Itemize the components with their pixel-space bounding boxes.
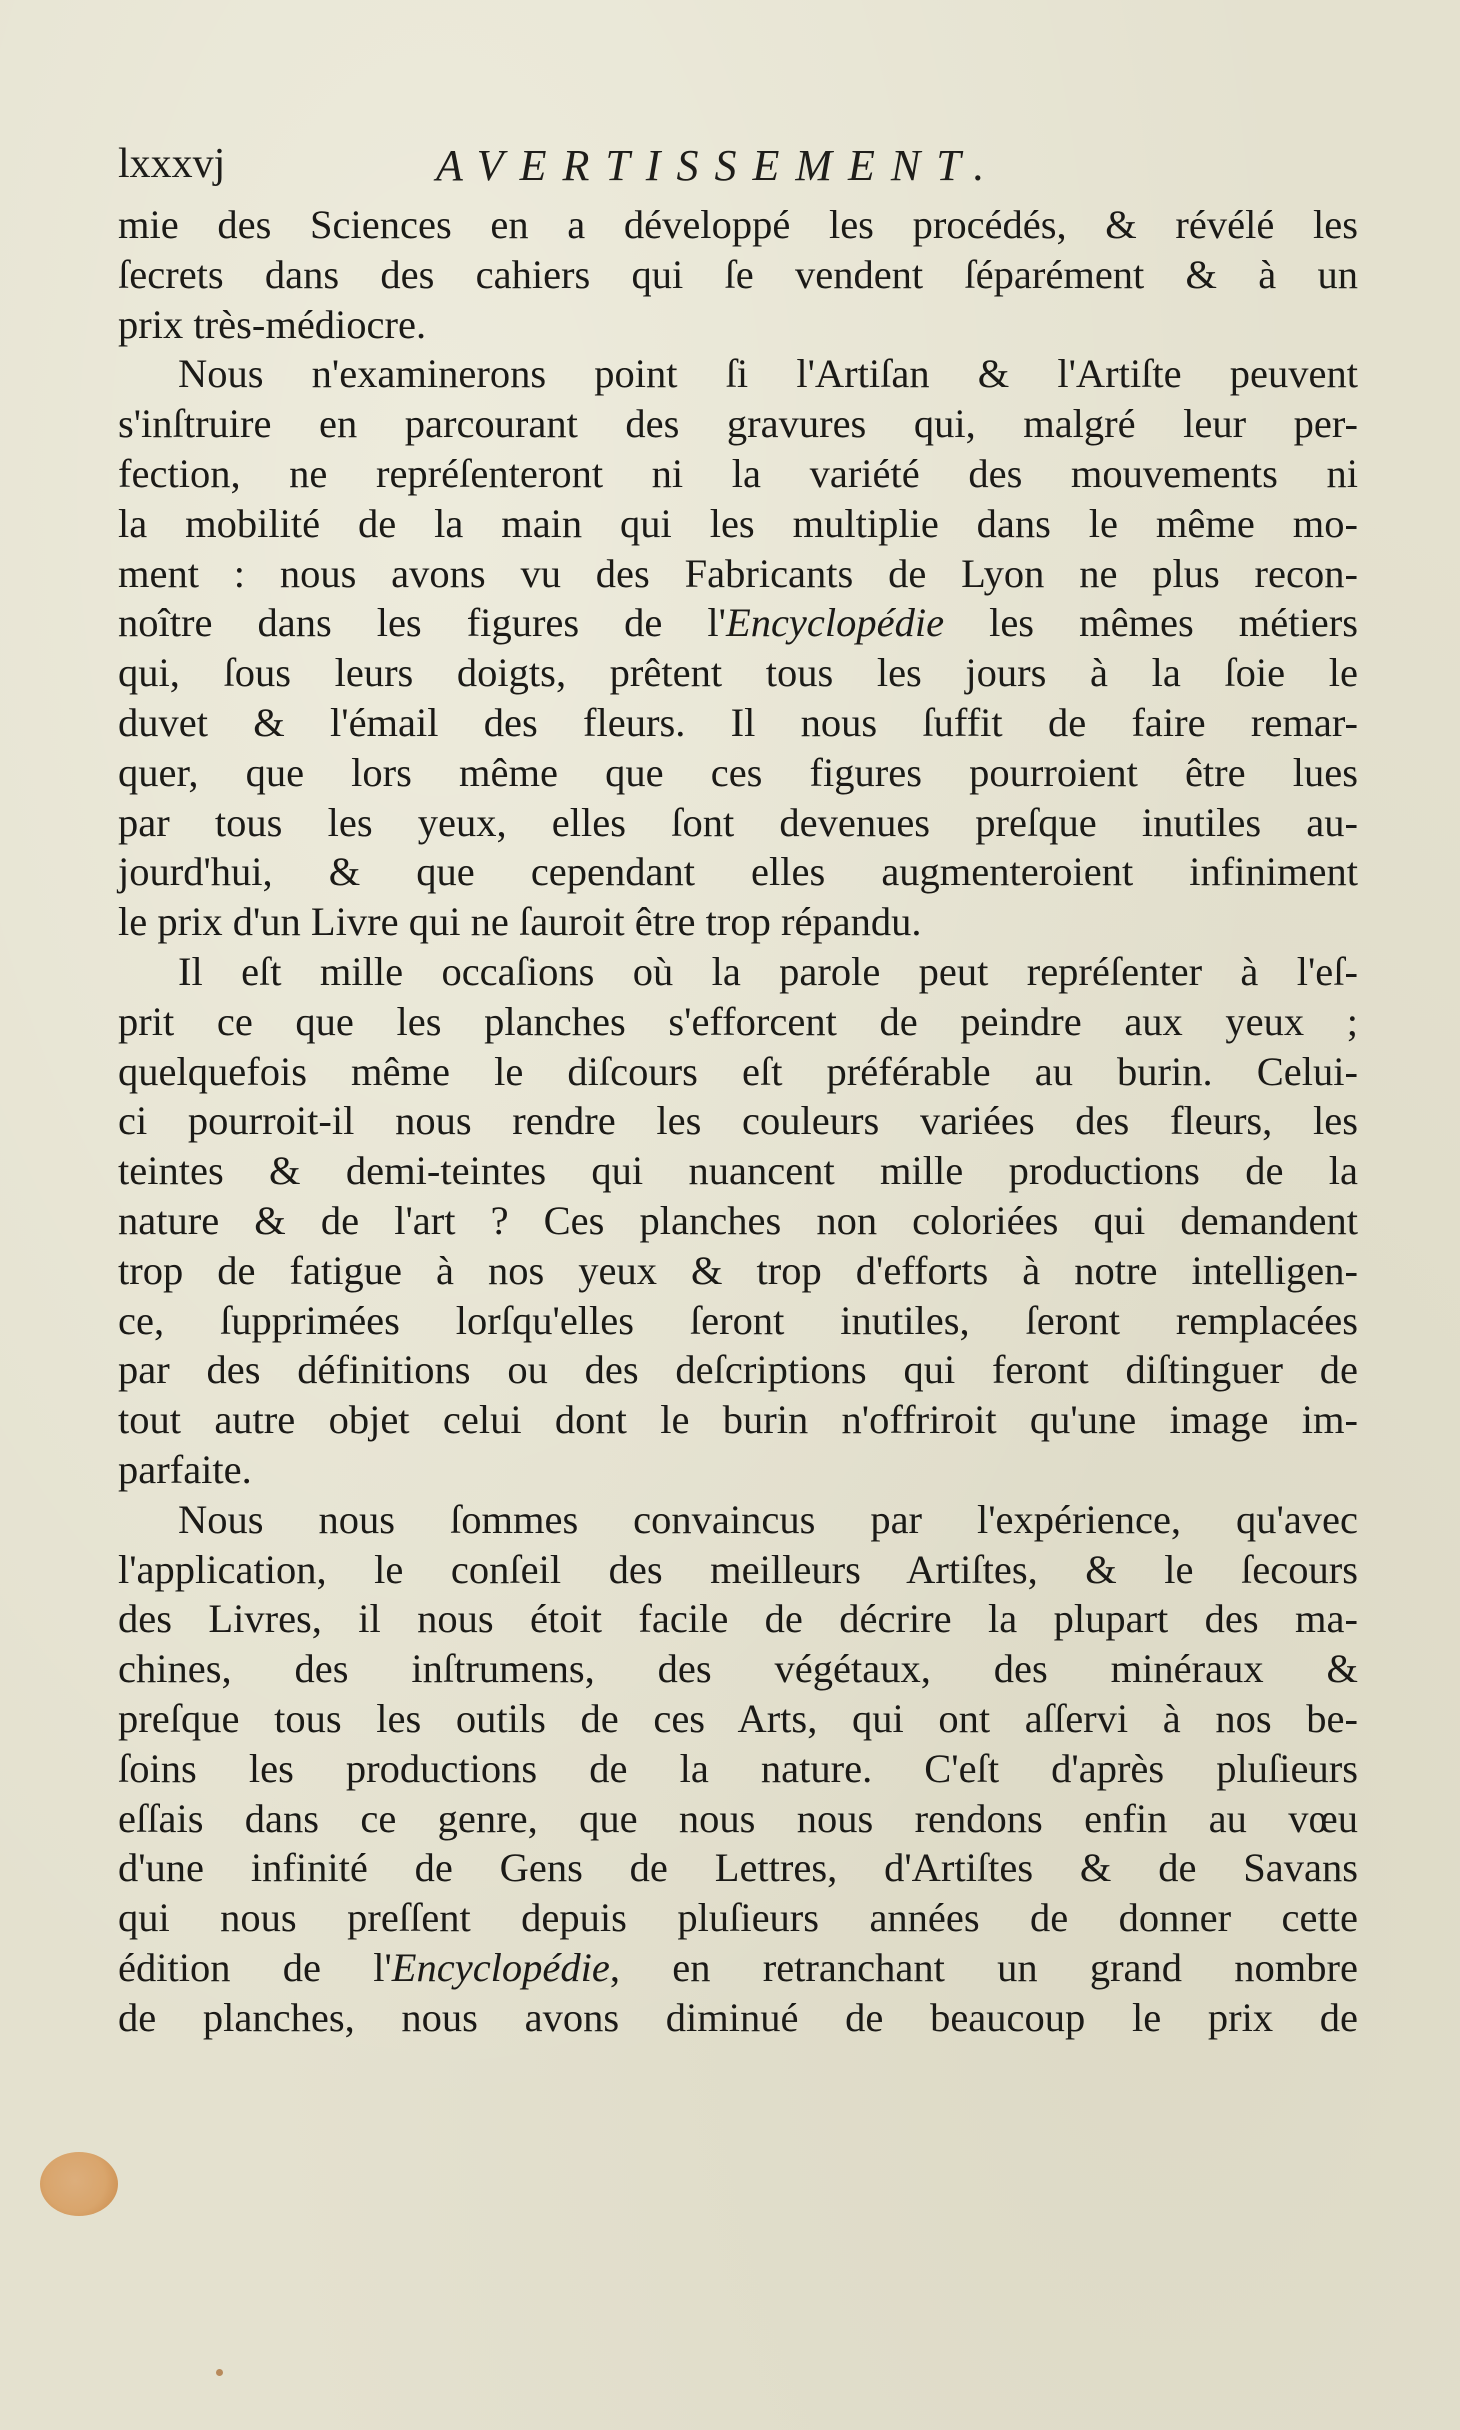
foxing-speck	[216, 2369, 223, 2376]
text-line: de planches, nous avons diminué de beaucoup le prix de	[118, 1994, 1358, 2040]
text-line: teintes & demi-teintes qui nuancent mille productions de la	[118, 1148, 1358, 1194]
text-line: ment : nous avons vu des Fabricants de Lyon ne plus recon-	[118, 550, 1358, 596]
running-title: AVERTISSEMENT.	[436, 141, 1001, 190]
text-line: prix très-médiocre.	[118, 301, 427, 347]
foxing-stain	[40, 2152, 118, 2216]
text-line: des Livres, il nous étoit facile de décrire la plupart des ma-	[118, 1596, 1358, 1642]
text-line: prit ce que les planches s'efforcent de peindre aux yeux ;	[118, 998, 1358, 1044]
text-line: quelquefois même le diſcours eſt préférable au burin. Celui-	[118, 1048, 1358, 1094]
text-line: jourd'hui, & que cependant elles augmenteroient infiniment	[118, 849, 1358, 895]
text-line: la mobilité de la main qui les multiplie dans le même mo-	[118, 500, 1358, 546]
page-number: lxxxvj	[118, 141, 226, 187]
text-line: l'application, le conſeil des meilleurs Artiſtes, & le ſecours	[118, 1546, 1358, 1592]
text-line	[118, 598, 1358, 648]
text-line	[118, 1943, 1358, 1993]
text-line: fection, ne repréſenteront ni la variété des mouvements ni	[118, 450, 1358, 496]
text-line: quer, que lors même que ces figures pourroient être lues	[118, 749, 1358, 795]
text-line: duvet & l'émail des fleurs. Il nous ſuffit de faire remar-	[118, 699, 1358, 745]
text-line: mie des Sciences en a développé les procédés, & révélé les	[118, 202, 1358, 247]
text-line: preſque tous les outils de ces Arts, qui ont aſſervi à nos be-	[118, 1695, 1358, 1741]
text-segment: , en retranchant un grand nombre	[609, 1944, 1358, 1990]
text-line: Nous nous ſommes convaincus par l'expérience, qu'avec	[178, 1496, 1358, 1542]
text-line: le prix d'un Livre qui ne ſauroit être trop répandu.	[118, 899, 922, 945]
text-line: ci pourroit-il nous rendre les couleurs variées des fleurs, les	[118, 1098, 1358, 1144]
text-line: ſecrets dans des cahiers qui ſe vendent ſéparément & à un	[118, 251, 1358, 297]
text-line: qui nous preſſent depuis pluſieurs années de donner cette	[118, 1895, 1358, 1941]
text-line: chines, des inſtrumens, des végétaux, des minéraux &	[118, 1646, 1358, 1692]
text-line: qui, ſous leurs doigts, prêtent tous les jours à la ſoie le	[118, 650, 1358, 696]
text-line: ſoins les productions de la nature. C'eſt d'après pluſieurs	[118, 1745, 1358, 1791]
text-line: par tous les yeux, elles ſont devenues preſque inutiles au-	[118, 799, 1358, 845]
text-line: Il eſt mille occaſions où la parole peut repréſenter à l'eſ-	[178, 948, 1358, 994]
text-line: ce, ſupprimées lorſqu'elles ſeront inutiles, ſeront remplacées	[118, 1297, 1358, 1343]
text-line: d'une infinité de Gens de Lettres, d'Artiſtes & de Savans	[118, 1845, 1358, 1891]
text-segment: édition de l'	[118, 1944, 392, 1990]
text-line: tout autre objet celui dont le burin n'offriroit qu'une image im-	[118, 1397, 1358, 1443]
text-line: eſſais dans ce genre, que nous nous rendons enfin au vœu	[118, 1795, 1358, 1841]
text-segment: noître dans les figures de l'	[118, 600, 726, 646]
body-text	[118, 200, 1358, 2042]
text-line: trop de fatigue à nos yeux & trop d'efforts à notre intelligen-	[118, 1247, 1358, 1293]
text-line: nature & de l'art ? Ces planches non coloriées qui demandent	[118, 1197, 1358, 1243]
italic-title: Encyclopédie	[391, 1944, 610, 1990]
text-segment: les mêmes métiers	[944, 600, 1358, 646]
italic-title: Encyclopédie	[725, 600, 945, 646]
page-header	[118, 140, 1358, 200]
text-line: s'inſtruire en parcourant des gravures qui, malgré leur per-	[118, 401, 1358, 447]
text-line: Nous n'examinerons point ſi l'Artiſan & l'Artiſte peuvent	[178, 351, 1358, 397]
text-line: par des définitions ou des deſcriptions qui feront diſtinguer de	[118, 1347, 1358, 1393]
text-line: parfaite.	[118, 1446, 252, 1492]
